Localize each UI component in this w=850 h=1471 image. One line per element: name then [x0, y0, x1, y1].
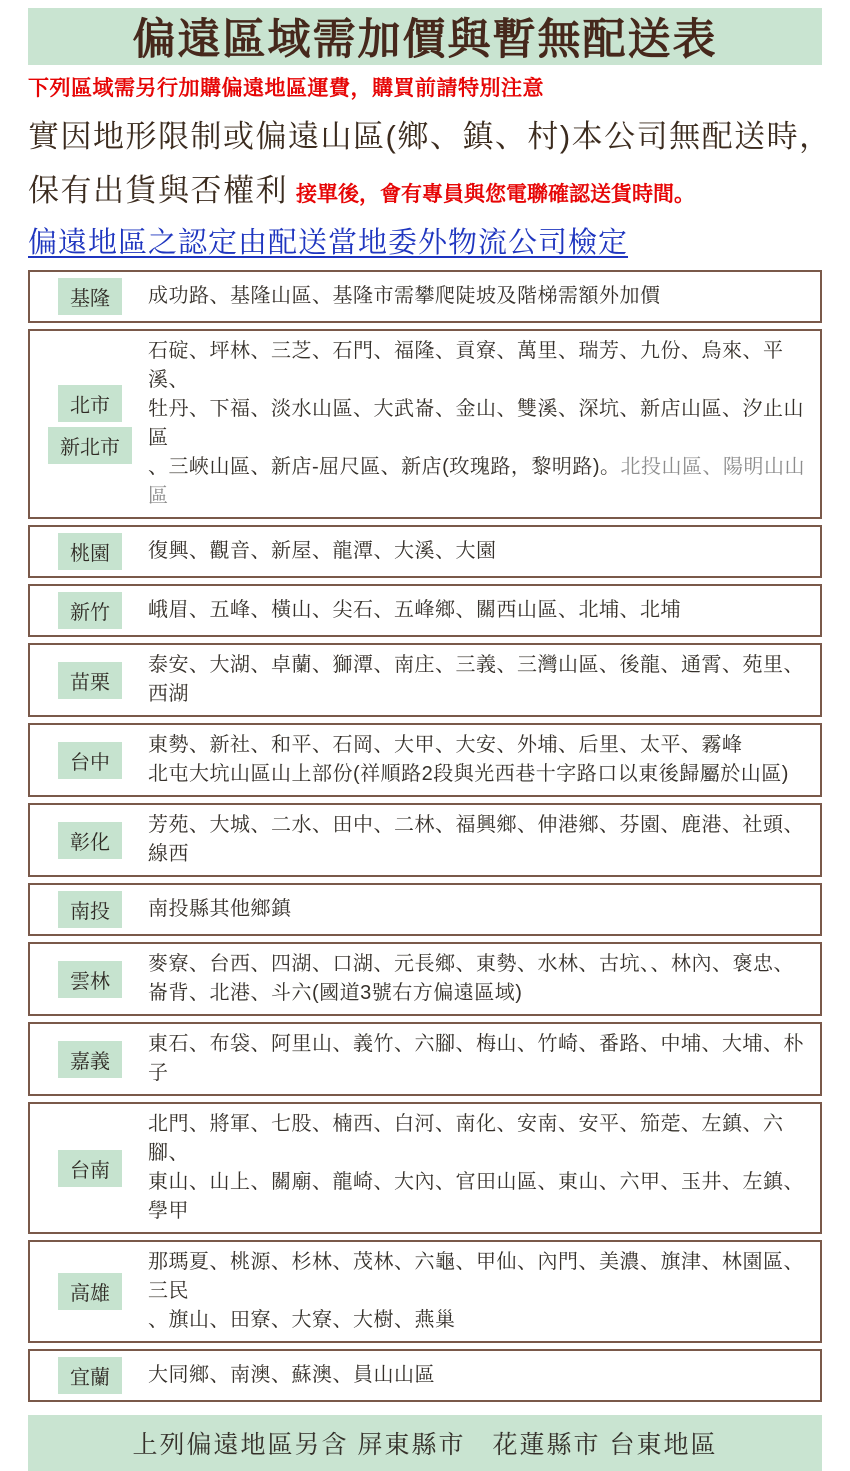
- region-areas: [148, 1248, 812, 1335]
- region-label: 彰化: [58, 822, 122, 859]
- notice-line-1: 實因地形限制或偏遠山區(鄉、鎮、村)本公司無配送時，: [28, 119, 832, 154]
- region-label-group: [42, 533, 138, 570]
- footer-band: [28, 1415, 822, 1471]
- region-label: 苗栗: [58, 662, 122, 699]
- region-areas: [148, 537, 497, 566]
- region-label: 台中: [58, 742, 122, 779]
- table-row: [28, 883, 822, 936]
- region-areas: [148, 1030, 812, 1088]
- region-areas-line: [148, 282, 661, 311]
- region-label-group: [42, 961, 138, 998]
- page-title: 偏遠區域需加價與暫無配送表: [132, 16, 718, 64]
- region-label: 基隆: [58, 278, 122, 315]
- region-areas-muted-text: 北投山區、陽明山山區: [148, 456, 805, 507]
- region-areas-text: 、旗山、田寮、大寮、大樹、燕巢: [148, 1309, 456, 1331]
- region-areas-text: 北門、將軍、七股、楠西、白河、南化、安南、安平、笳萣、左鎮、六腳、: [148, 1113, 784, 1164]
- region-label: 台南: [58, 1150, 122, 1187]
- region-areas-text: 北屯大坑山區山上部份(祥順路2段與光西巷十字路口以東後歸屬於山區): [148, 763, 789, 785]
- table-row: [28, 1102, 822, 1234]
- region-areas-line: [148, 1030, 812, 1088]
- region-label-group: [42, 822, 138, 859]
- region-areas-line: [148, 453, 812, 511]
- region-areas-text: 東石、布袋、阿里山、義竹、六腳、梅山、竹崎、番路、中埔、大埔、朴子: [148, 1033, 804, 1084]
- region-label: 宜蘭: [58, 1357, 122, 1394]
- region-label: 高雄: [58, 1273, 122, 1310]
- region-areas-line: [148, 895, 292, 924]
- region-areas: [148, 1361, 435, 1390]
- table-row: [28, 723, 822, 797]
- region-areas-text: 崙背、北港、斗六(國道3號右方偏遠區域): [148, 982, 523, 1004]
- region-areas-line: [148, 760, 789, 789]
- region-label-group: [42, 1273, 138, 1310]
- region-areas-line: [148, 395, 812, 453]
- region-areas-text: 、三峽山區、新店-屈尺區、新店(玫瑰路，黎明路)。: [148, 456, 621, 478]
- region-areas-line: [148, 337, 812, 395]
- region-areas: [148, 282, 661, 311]
- table-row: [28, 584, 822, 637]
- table-row: [28, 270, 822, 323]
- table-row: [28, 525, 822, 578]
- notice-line-2: [28, 165, 822, 210]
- region-label: 雲林: [58, 961, 122, 998]
- region-label-group: [42, 1357, 138, 1394]
- region-areas-text: 那瑪夏、桃源、杉林、茂林、六龜、甲仙、內門、美濃、旗津、林園區、三民: [148, 1251, 804, 1302]
- region-areas-text: 復興、觀音、新屋、龍潭、大溪、大園: [148, 540, 497, 562]
- region-areas-line: [148, 1168, 812, 1226]
- table-row: [28, 1349, 822, 1402]
- header-band: [28, 8, 822, 65]
- table-row: [28, 329, 822, 519]
- region-areas-line: [148, 979, 794, 1008]
- region-areas-line: [148, 651, 812, 709]
- region-areas-text: 東勢、新社、和平、石岡、大甲、大安、外埔、后里、太平、霧峰: [148, 734, 743, 756]
- region-label-group: [42, 592, 138, 629]
- red-warning-text: 下列區域需另行加購偏遠地區運費，購買前請特別注意: [28, 76, 544, 100]
- region-label: 北市: [58, 385, 122, 422]
- table-row: [28, 1022, 822, 1096]
- region-areas-line: [148, 1361, 435, 1390]
- table-row: [28, 643, 822, 717]
- region-label-group: [42, 1041, 138, 1078]
- region-areas-line: [148, 811, 812, 869]
- notice-line-2-main: 保有出貨與否權利: [28, 173, 288, 208]
- region-areas: [148, 950, 794, 1008]
- region-label-group: [42, 385, 138, 464]
- region-label-group: [42, 278, 138, 315]
- region-label: 南投: [58, 891, 122, 928]
- region-areas: [148, 337, 812, 511]
- region-areas-line: [148, 537, 497, 566]
- footer-text: 上列偏遠地區另含 屏東縣市 花蓮縣市 台東地區: [132, 1431, 718, 1459]
- region-areas-text: 南投縣其他鄉鎮: [148, 898, 292, 920]
- region-label-group: [42, 891, 138, 928]
- table-row: [28, 942, 822, 1016]
- region-areas-line: [148, 1110, 812, 1168]
- region-areas: [148, 1110, 812, 1226]
- region-areas: [148, 895, 292, 924]
- region-areas-text: 東山、山上、關廟、龍崎、大內、官田山區、東山、六甲、玉井、左鎮、學甲: [148, 1171, 804, 1222]
- region-areas-text: 大同鄉、南澳、蘇澳、員山山區: [148, 1364, 435, 1386]
- region-areas-text: 石碇、坪林、三芝、石門、福隆、貢寮、萬里、瑞芳、九份、烏來、平溪、: [148, 340, 784, 391]
- region-areas: [148, 651, 812, 709]
- region-areas-line: [148, 950, 794, 979]
- region-areas-text: 泰安、大湖、卓蘭、獅潭、南庄、三義、三灣山區、後龍、通霄、苑里、西湖: [148, 654, 804, 705]
- blue-heading: 偏遠地區之認定由配送當地委外物流公司檢定: [28, 227, 629, 259]
- region-label: 桃園: [58, 533, 122, 570]
- region-areas-line: [148, 1306, 812, 1335]
- regions-table: [28, 270, 822, 1402]
- region-areas: [148, 811, 812, 869]
- region-label: 新竹: [58, 592, 122, 629]
- region-label-group: [42, 1150, 138, 1187]
- region-label-group: [42, 742, 138, 779]
- notice-line-2-red: 接單後，會有專員與您電聯確認送貨時間。: [296, 182, 695, 206]
- region-label: 嘉義: [58, 1041, 122, 1078]
- region-areas-text: 成功路、基隆山區、基隆市需攀爬陡坡及階梯需額外加價: [148, 285, 661, 307]
- region-label-group: [42, 662, 138, 699]
- table-row: [28, 803, 822, 877]
- region-areas-line: [148, 596, 681, 625]
- region-areas-text: 麥寮、台西、四湖、口湖、元長鄉、東勢、水林、古坑、、林內、褒忠、: [148, 953, 794, 975]
- region-areas-text: 峨眉、五峰、橫山、尖石、五峰鄉、關西山區、北埔、北埔: [148, 599, 681, 621]
- region-areas-text: 芳苑、大城、二水、田中、二林、福興鄉、伸港鄉、芬園、鹿港、社頭、線西: [148, 814, 804, 865]
- region-label: 新北市: [48, 427, 132, 464]
- region-areas-line: [148, 1248, 812, 1306]
- region-areas-line: [148, 731, 789, 760]
- region-areas: [148, 596, 681, 625]
- region-areas: [148, 731, 789, 789]
- region-areas-text: 牡丹、下福、淡水山區、大武崙、金山、雙溪、深坑、新店山區、汐止山區: [148, 398, 804, 449]
- table-row: [28, 1240, 822, 1343]
